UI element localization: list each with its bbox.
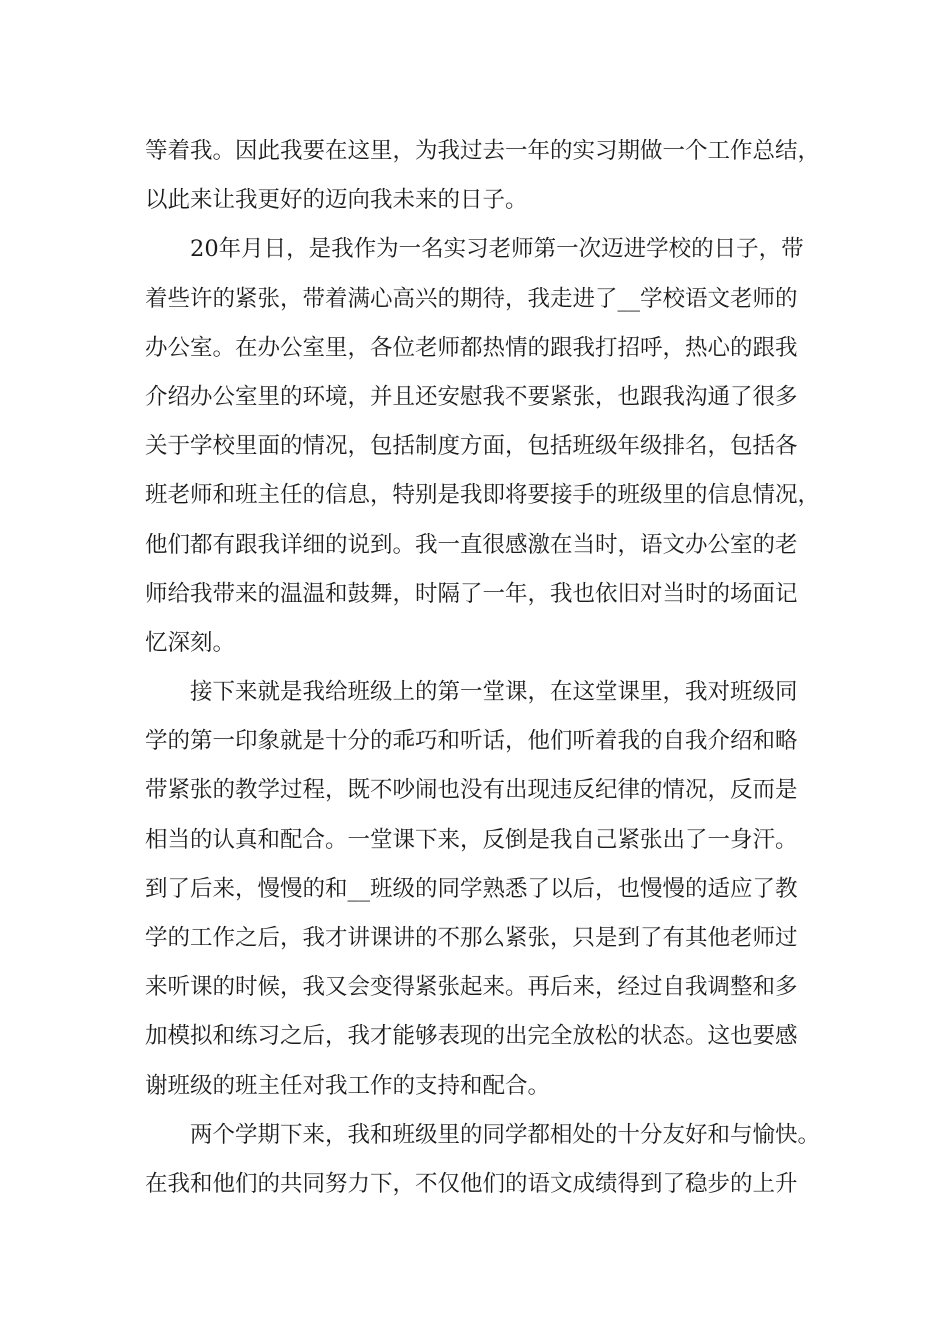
text-line: 关于学校里面的情况，包括制度方面，包括班级年级排名，包括各 — [145, 433, 798, 460]
text-line: 办公室。在办公室里，各位老师都热情的跟我打招呼，热心的跟我 — [145, 334, 798, 361]
text-line: 他们都有跟我详细的说到。我一直很感激在当时，语文办公室的老 — [145, 531, 798, 558]
document-body — [145, 127, 825, 1209]
text-line: 在我和他们的共同努力下，不仅他们的语文成绩得到了稳步的上升 — [145, 1170, 798, 1197]
text-line: 20年月日，是我作为一名实习老师第一次迈进学校的日子，带 — [190, 236, 804, 263]
text-line: 谢班级的班主任对我工作的支持和配合。 — [145, 1072, 551, 1099]
text-line: 相当的认真和配合。一堂课下来，反倒是我自己紧张出了一身汗。 — [145, 826, 798, 853]
text-line: 班老师和班主任的信息，特别是我即将要接手的班级里的信息情况， — [145, 482, 821, 509]
text-line: 等着我。因此我要在这里，为我过去一年的实习期做一个工作总结， — [145, 138, 821, 164]
text-line: 着些许的紧张，带着满心高兴的期待，我走进了__学校语文老师的 — [145, 285, 798, 312]
text-line: 来听课的时候，我又会变得紧张起来。再后来，经过自我调整和多 — [145, 974, 798, 1001]
text-line: 带紧张的教学过程，既不吵闹也没有出现违反纪律的情况，反而是 — [145, 777, 798, 804]
text-line: 介绍办公室里的环境，并且还安慰我不要紧张，也跟我沟通了很多 — [145, 383, 798, 410]
text-line: 两个学期下来，我和班级里的同学都相处的十分友好和与愉快。 — [190, 1121, 821, 1148]
text-line: 接下来就是我给班级上的第一堂课，在这堂课里，我对班级同 — [190, 679, 798, 706]
text-line: 以此来让我更好的迈向我未来的日子。 — [145, 187, 528, 214]
text-line: 到了后来，慢慢的和__班级的同学熟悉了以后，也慢慢的适应了教 — [145, 875, 798, 902]
text-line: 学的第一印象就是十分的乖巧和听话，他们听着我的自我介绍和略 — [145, 728, 798, 755]
text-line: 师给我带来的温温和鼓舞，时隔了一年，我也依旧对当时的场面记 — [145, 580, 798, 607]
text-line: 忆深刻。 — [145, 629, 236, 656]
text-line: 学的工作之后，我才讲课讲的不那么紧张，只是到了有其他老师过 — [145, 925, 798, 951]
text-line: 加模拟和练习之后，我才能够表现的出完全放松的状态。这也要感 — [145, 1023, 798, 1050]
